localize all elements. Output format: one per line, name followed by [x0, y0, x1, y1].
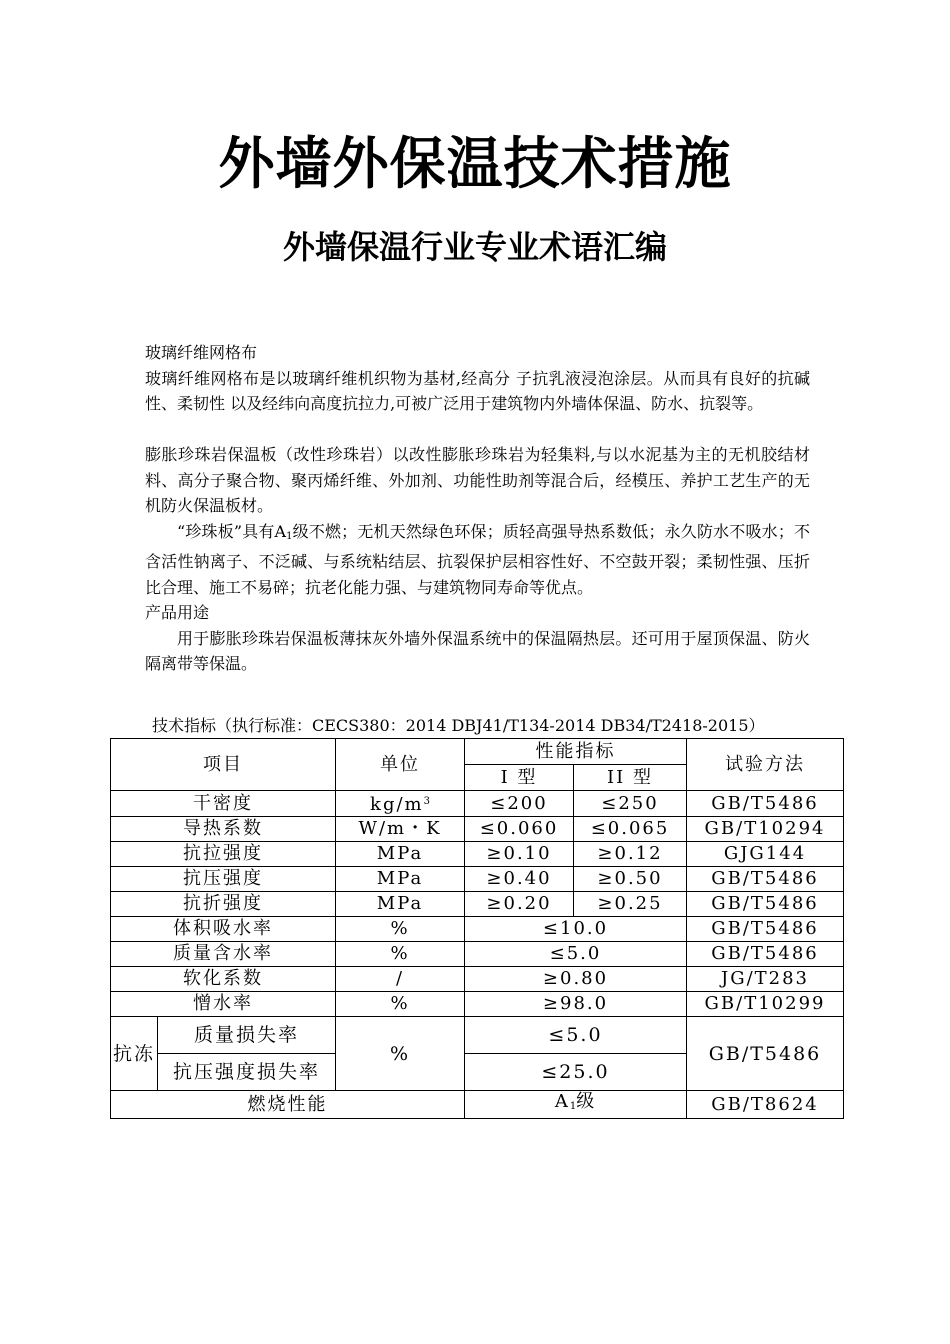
document-title: 外墙外保温技术措施	[218, 132, 732, 197]
row-item: 体积吸水率	[111, 917, 336, 942]
row-unit: %	[336, 942, 465, 967]
table-row	[111, 842, 844, 867]
table-row	[111, 892, 844, 917]
paragraph-gap	[145, 417, 810, 443]
table-row	[111, 791, 844, 817]
table-row	[111, 992, 844, 1017]
header-performance: 性能指标	[465, 739, 687, 765]
row-item: 质量损失率	[158, 1017, 336, 1054]
row-type-2: ≤250	[574, 791, 687, 817]
spec-table	[110, 738, 844, 1119]
row-item: 质量含水率	[111, 942, 336, 967]
row-item: 导热系数	[111, 817, 336, 842]
row-unit: %	[336, 992, 465, 1017]
features-subscript: 1	[286, 530, 293, 542]
spec-standards-line: 技术指标（执行标准：CECS380：2014 DBJ41/T134-2014 DB34/T2418-2015）	[152, 716, 765, 735]
row-unit: /	[336, 967, 465, 992]
table-row	[111, 967, 844, 992]
row-method: GB/T10299	[687, 992, 844, 1017]
header-type-1: I 型	[465, 765, 574, 791]
row-method: GB/T5486	[687, 867, 844, 892]
table-row	[111, 917, 844, 942]
row-value	[465, 1091, 687, 1119]
document-body	[145, 340, 810, 677]
header-unit: 单位	[336, 739, 465, 791]
value-subscript: 1	[569, 1101, 577, 1112]
document-subtitle: 外墙保温行业专业术语汇编	[282, 228, 667, 266]
pearl-board-features	[145, 519, 810, 601]
row-method: JG/T283	[687, 967, 844, 992]
header-item: 项目	[111, 739, 336, 791]
row-value: ≤10.0	[465, 917, 687, 942]
row-type-1: ≥0.20	[465, 892, 574, 917]
row-unit: MPa	[336, 892, 465, 917]
mesh-heading: 玻璃纤维网格布	[145, 343, 258, 362]
row-type-1: ≥0.10	[465, 842, 574, 867]
row-value: ≤25.0	[465, 1054, 687, 1091]
row-value: ≤5.0	[465, 1017, 687, 1054]
row-method: GB/T5486	[687, 942, 844, 967]
row-method: GB/T5486	[687, 1017, 844, 1091]
row-value: ≥98.0	[465, 992, 687, 1017]
header-type-2: II 型	[574, 765, 687, 791]
table-header-row	[111, 739, 844, 765]
table-row	[111, 1091, 844, 1119]
row-unit: %	[336, 1017, 465, 1091]
features-text-start: “珍珠板”具有A	[177, 521, 287, 541]
row-value: ≥0.80	[465, 967, 687, 992]
row-item: 抗压强度损失率	[158, 1054, 336, 1091]
row-type-2: ≤0.065	[574, 817, 687, 842]
header-method: 试验方法	[687, 739, 844, 791]
table-row-frost-1	[111, 1017, 844, 1054]
value-base: A	[554, 1091, 570, 1112]
row-unit: MPa	[336, 867, 465, 892]
row-method: GB/T10294	[687, 817, 844, 842]
row-type-1: ≤200	[465, 791, 574, 817]
row-method: GB/T5486	[687, 917, 844, 942]
row-method: GB/T8624	[687, 1091, 844, 1119]
row-unit: %	[336, 917, 465, 942]
unit-base: kg/m	[370, 794, 424, 815]
frost-group-label: 抗冻	[111, 1017, 158, 1091]
row-item: 抗压强度	[111, 867, 336, 892]
row-unit: W/m・K	[336, 817, 465, 842]
row-item: 抗拉强度	[111, 842, 336, 867]
value-suffix: 级	[576, 1091, 597, 1112]
row-method: GB/T5486	[687, 892, 844, 917]
row-method: GJG144	[687, 842, 844, 867]
row-type-1: ≤0.060	[465, 817, 574, 842]
row-type-1: ≥0.40	[465, 867, 574, 892]
usage-heading: 产品用途	[145, 603, 210, 622]
usage-description: 用于膨胀珍珠岩保温板薄抹灰外墙外保温系统中的保温隔热层。还可用于屋顶保温、防火隔离带等保温。	[145, 628, 810, 673]
row-item: 干密度	[111, 791, 336, 817]
mesh-description: 玻璃纤维网格布是以玻璃纤维机织物为基材,经高分 子抗乳液浸泡涂层。从而具有良好的抗碱性、柔韧性 以及经纬向高度抗拉力,可被广泛用于建筑物内外墙体保温、防水、抗裂等。	[145, 368, 810, 413]
row-item: 软化系数	[111, 967, 336, 992]
features-text-end: 级不燃；无机天然绿色环保；质轻高强导热系数低；永久防水不吸水；不含活性钠离子、不泛碱、与系统粘结层、抗裂保护层相容性好、不空鼓开裂；柔韧性强、压折比合理、施工不易碎；抗老化能力强、与建筑物同寿命等优点。	[145, 521, 810, 597]
row-item: 燃烧性能	[111, 1091, 465, 1119]
table-row	[111, 942, 844, 967]
row-type-2: ≥0.12	[574, 842, 687, 867]
row-value: ≤5.0	[465, 942, 687, 967]
row-unit	[336, 791, 465, 817]
row-unit: MPa	[336, 842, 465, 867]
unit-superscript: 3	[423, 796, 430, 807]
row-type-2: ≥0.50	[574, 867, 687, 892]
row-item: 憎水率	[111, 992, 336, 1017]
row-method: GB/T5486	[687, 791, 844, 817]
row-type-2: ≥0.25	[574, 892, 687, 917]
row-item: 抗折强度	[111, 892, 336, 917]
table-row	[111, 817, 844, 842]
table-row	[111, 867, 844, 892]
pearl-board-description: 膨胀珍珠岩保温板（改性珍珠岩）以改性膨胀珍珠岩为轻集料,与以水泥基为主的无机胶结材料、高分子聚合物、聚丙烯纤维、外加剂、功能性助剂等混合后，经模压、养护工艺生产的无机防火保温板材。	[145, 445, 810, 515]
